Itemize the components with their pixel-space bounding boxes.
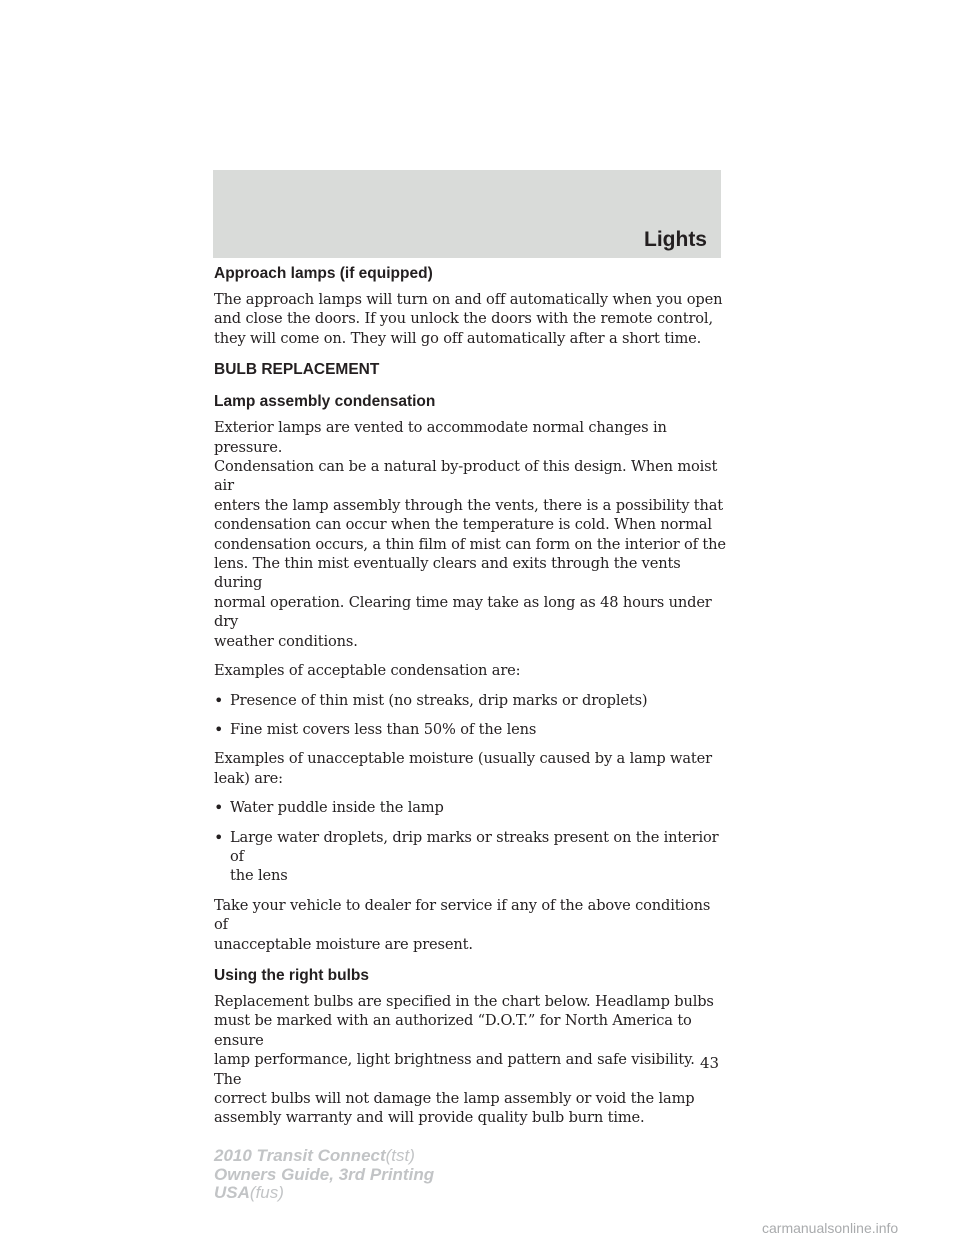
footer-market: USA xyxy=(214,1183,250,1202)
footer-line-3 xyxy=(214,1184,434,1203)
footer-model: 2010 Transit Connect xyxy=(214,1146,386,1165)
section-title: Lights xyxy=(644,228,707,251)
page-content xyxy=(214,264,726,1128)
unacceptable-item-1: Water puddle inside the lamp xyxy=(230,799,444,817)
condensation-paragraph: Exterior lamps are vented to accommodate normal changes in pressure. Condensation can be a natural by-product of this design. When moist air enters the lamp assembly through the vents, there is a possibility that condensation can occur when the temperature is cold. When normal condensation occurs, a thin film of mist can form on the interior of the lens. The thin mist eventually clears and exits through the vents during normal operation. Clearing time may take as long as 48 hours under dry weather conditions. xyxy=(214,419,726,650)
section-header-band xyxy=(213,170,721,258)
right-bulbs-heading: Using the right bulbs xyxy=(214,966,369,984)
list-item xyxy=(214,798,726,817)
footer-printing: Owners Guide, 3rd Printing xyxy=(214,1164,435,1184)
right-bulbs-paragraph: Replacement bulbs are specified in the chart below. Headlamp bulbs must be marked with an authorized “D.O.T.” for North America to ensure lamp performance, light brightness and pattern and safe visibility. The correct bulbs will not damage the lamp assembly or void the lamp assembly warranty and will provide quality bulb burn time. xyxy=(214,992,714,1127)
bulb-replacement-heading: BULB REPLACEMENT xyxy=(214,361,380,379)
acceptable-intro: Examples of acceptable condensation are: xyxy=(214,662,521,680)
approach-lamps-heading: Approach lamps (if equipped) xyxy=(214,265,433,282)
list-item xyxy=(214,828,726,886)
footer-model-code: (tst) xyxy=(385,1146,415,1165)
condensation-closing: Take your vehicle to dealer for service if any of the above conditions of unacceptable moisture are present. xyxy=(214,896,711,953)
footer-line-1 xyxy=(214,1147,434,1166)
watermark-text: carmanualsonline.info xyxy=(762,1220,899,1236)
unacceptable-intro: Examples of unacceptable moisture (usually caused by a lamp water leak) are: xyxy=(214,750,712,787)
list-item xyxy=(214,691,726,710)
page-number: 43 xyxy=(700,1054,720,1072)
bullet-icon: • xyxy=(214,798,224,818)
footer-market-code: (fus) xyxy=(249,1183,284,1202)
approach-lamps-paragraph: The approach lamps will turn on and off automatically when you open and close the doors. If you unlock the doors with the remote control, they will come on. They will go off automatically after a short time. xyxy=(214,291,723,347)
unacceptable-item-2: Large water droplets, drip marks or streaks present on the interior of the lens xyxy=(230,828,719,885)
bullet-icon: • xyxy=(214,719,224,739)
bullet-icon: • xyxy=(214,827,224,847)
list-item xyxy=(214,720,726,739)
acceptable-item-2: Fine mist covers less than 50% of the lens xyxy=(230,720,537,738)
bullet-icon: • xyxy=(214,690,224,710)
condensation-heading: Lamp assembly condensation xyxy=(214,393,436,411)
acceptable-item-1: Presence of thin mist (no streaks, drip marks or droplets) xyxy=(230,691,648,709)
print-footer xyxy=(214,1147,434,1203)
